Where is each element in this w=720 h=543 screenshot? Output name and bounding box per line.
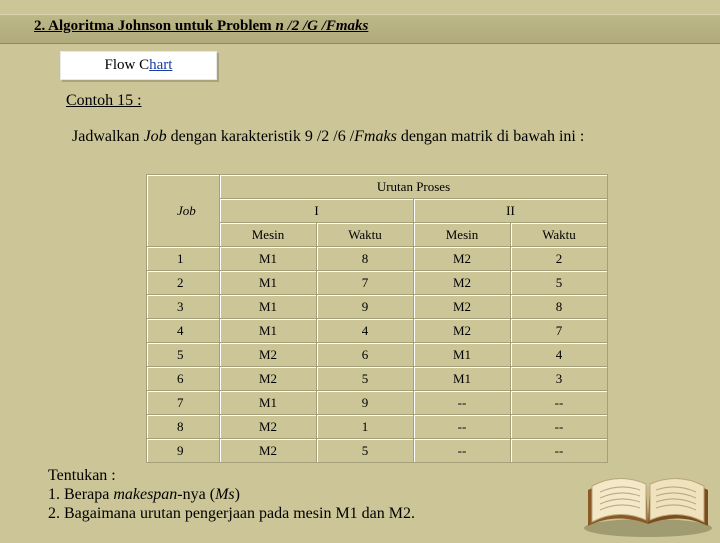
job-matrix-table: [146, 174, 608, 463]
questions-heading: Tentukan :: [48, 467, 116, 484]
stage-1-mesin-header: Mesin: [220, 223, 317, 247]
stage-1-waktu-cell: 5: [317, 367, 414, 391]
question-2: 2. Bagaimana urutan pengerjaan pada mesin M1 dan M2.: [48, 505, 415, 522]
stage-1-header: I: [220, 199, 414, 223]
stage-1-mesin-cell: M2: [220, 415, 317, 439]
job-cell: 8: [147, 415, 220, 439]
job-header: Job: [147, 175, 220, 247]
job-cell: 5: [147, 343, 220, 367]
job-cell: 4: [147, 319, 220, 343]
intro-fmaks: Fmaks: [354, 128, 397, 145]
stage-1-mesin-cell: M2: [220, 439, 317, 463]
stage-1-waktu-cell: 7: [317, 271, 414, 295]
stage-1-waktu-header: Waktu: [317, 223, 414, 247]
stage-1-waktu-cell: 9: [317, 295, 414, 319]
process-order-header: Urutan Proses: [220, 175, 608, 199]
page-title: [34, 18, 368, 35]
job-cell: 9: [147, 439, 220, 463]
stage-2-waktu-cell: --: [511, 439, 608, 463]
open-book-icon: [580, 462, 716, 543]
stage-2-waktu-cell: 4: [511, 343, 608, 367]
stage-2-mesin-header: Mesin: [414, 223, 511, 247]
q1-mid: -nya (: [177, 486, 216, 503]
q1-post: ): [234, 486, 240, 503]
stage-2-header: II: [414, 199, 608, 223]
intro-job: Job: [143, 128, 167, 145]
stage-2-mesin-cell: --: [414, 391, 511, 415]
table-row: [147, 295, 608, 319]
stage-2-waktu-cell: 5: [511, 271, 608, 295]
table-row: [147, 247, 608, 271]
job-cell: 7: [147, 391, 220, 415]
stage-2-waktu-cell: 3: [511, 367, 608, 391]
stage-2-waktu-cell: 2: [511, 247, 608, 271]
table-row: [147, 319, 608, 343]
example-label: Contoh 15 :: [66, 92, 142, 109]
job-cell: 1: [147, 247, 220, 271]
stage-2-waktu-header: Waktu: [511, 223, 608, 247]
flowchart-button[interactable]: [60, 51, 217, 80]
title-prefix: 2. Algoritma Johnson untuk Problem: [34, 18, 276, 34]
stage-2-mesin-cell: M1: [414, 343, 511, 367]
header-row-1: [147, 175, 608, 199]
stage-1-waktu-cell: 6: [317, 343, 414, 367]
job-cell: 3: [147, 295, 220, 319]
questions: [48, 466, 415, 523]
stage-1-waktu-cell: 1: [317, 415, 414, 439]
stage-1-mesin-cell: M2: [220, 343, 317, 367]
stage-2-mesin-cell: M2: [414, 247, 511, 271]
table-row: [147, 271, 608, 295]
stage-1-mesin-cell: M2: [220, 367, 317, 391]
job-cell: 2: [147, 271, 220, 295]
stage-1-waktu-cell: 8: [317, 247, 414, 271]
stage-1-mesin-cell: M1: [220, 247, 317, 271]
intro-post: dengan matrik di bawah ini :: [396, 128, 585, 145]
table-row: [147, 343, 608, 367]
table-row: [147, 439, 608, 463]
stage-2-waktu-cell: --: [511, 391, 608, 415]
q1-pre: 1. Berapa: [48, 486, 114, 503]
stage-1-waktu-cell: 4: [317, 319, 414, 343]
stage-2-waktu-cell: --: [511, 415, 608, 439]
stage-2-mesin-cell: M1: [414, 367, 511, 391]
intro-text: [72, 128, 584, 146]
stage-2-waktu-cell: 7: [511, 319, 608, 343]
stage-2-mesin-cell: M2: [414, 271, 511, 295]
flowchart-label-part1: Flow C: [104, 57, 150, 73]
stage-2-mesin-cell: M2: [414, 295, 511, 319]
table-row: [147, 391, 608, 415]
stage-2-waktu-cell: 8: [511, 295, 608, 319]
title-formula: n /2 /G /Fmaks: [275, 18, 369, 34]
intro-mid: dengan karakteristik 9 /2 /6 /: [166, 128, 355, 145]
job-cell: 6: [147, 367, 220, 391]
table-row: [147, 367, 608, 391]
table-row: [147, 415, 608, 439]
stage-1-mesin-cell: M1: [220, 319, 317, 343]
intro-pre: Jadwalkan: [72, 128, 144, 145]
stage-1-mesin-cell: M1: [220, 271, 317, 295]
stage-1-mesin-cell: M1: [220, 295, 317, 319]
q1-term: makespan: [113, 486, 178, 503]
q1-ms: Ms: [215, 486, 235, 503]
stage-2-mesin-cell: --: [414, 415, 511, 439]
stage-1-waktu-cell: 5: [317, 439, 414, 463]
question-1: [48, 485, 415, 504]
flowchart-link[interactable]: hart: [149, 57, 173, 73]
stage-2-mesin-cell: M2: [414, 319, 511, 343]
stage-2-mesin-cell: --: [414, 439, 511, 463]
stage-1-waktu-cell: 9: [317, 391, 414, 415]
stage-1-mesin-cell: M1: [220, 391, 317, 415]
